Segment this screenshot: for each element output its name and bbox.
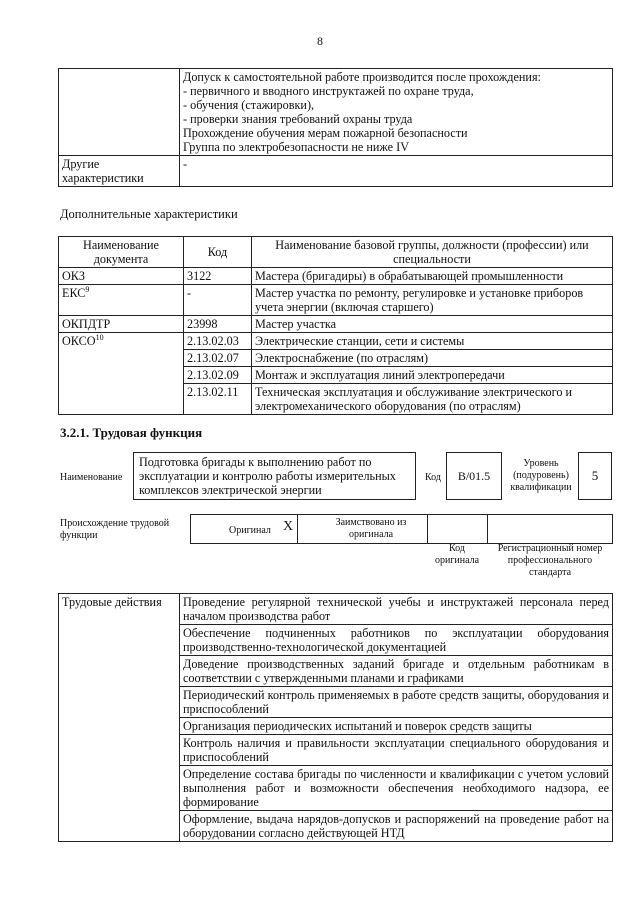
- requirement-line: - первичного и вводного инструктажей по охране труда,: [183, 84, 474, 98]
- function-code-box: B/01.5: [446, 452, 502, 500]
- page-number: 8: [317, 34, 323, 48]
- divider: [427, 515, 428, 543]
- other-characteristics-label: Другие характеристики: [59, 156, 180, 187]
- divider: [487, 515, 488, 543]
- divider: [297, 515, 298, 543]
- doc-cell: [59, 333, 184, 415]
- labor-actions-label: Трудовые действия: [59, 594, 180, 842]
- table-row: [59, 285, 613, 316]
- requirements-table: [58, 68, 613, 187]
- name-cell: Мастер участка по ремонту, регулировке и установке приборов учета энергии (включая старшего): [252, 285, 613, 316]
- borrowed-label: Заимствовано из оригинала: [335, 517, 407, 540]
- additional-characteristics-table: [58, 236, 613, 415]
- code-cell: 2.13.02.07: [184, 350, 252, 367]
- code-cell: -: [184, 285, 252, 316]
- labor-action-item: Доведение производственных заданий бригаде и отдельным работникам в соответствии с утвержденными планами и графиками: [180, 656, 613, 687]
- doc-text: ЕКС: [62, 286, 86, 300]
- footnote-ref: 9: [85, 285, 90, 294]
- additional-characteristics-title: Дополнительные характеристики: [60, 207, 238, 221]
- other-characteristics-value: -: [180, 156, 613, 187]
- origin-label: Происхождение трудовой функции: [60, 518, 170, 541]
- table-row: [59, 268, 613, 285]
- table-row: [59, 594, 613, 625]
- table-header-row: [59, 237, 613, 268]
- name-cell: Электроснабжение (по отраслям): [252, 350, 613, 367]
- labor-action-item: Организация периодических испытаний и поверок средств защиты: [180, 718, 613, 735]
- doc-cell: [59, 285, 184, 316]
- original-label: Оригинал: [229, 525, 271, 536]
- table-cell-empty: [59, 69, 180, 156]
- name-cell: Монтаж и эксплуатация линий электропередачи: [252, 367, 613, 384]
- function-name-box: Подготовка бригады к выполнению работ по эксплуатации и контролю работы измерительных комплексов электрической энергии: [133, 452, 416, 500]
- header-doc: Наименование документа: [59, 237, 184, 268]
- footnote-ref: 10: [95, 333, 104, 342]
- doc-text: ОКСО: [62, 334, 96, 348]
- doc-cell: ОКЗ: [59, 268, 184, 285]
- header-name: Наименование базовой группы, должности (профессии) или специальности: [252, 237, 613, 268]
- labor-action-item: Проведение регулярной технической учебы и инструктажей персонала перед началом производства работ: [180, 594, 613, 625]
- table-row: [59, 316, 613, 333]
- requirement-line: - проверки знания требований охраны труда: [183, 112, 413, 126]
- code-cell: 2.13.02.03: [184, 333, 252, 350]
- labor-action-item: Обеспечение подчиненных работников по эксплуатации оборудования производственно-технологической документацией: [180, 625, 613, 656]
- name-cell: Техническая эксплуатация и обслуживание электрического и электромеханического оборудования (по отраслям): [252, 384, 613, 415]
- code-cell: 23998: [184, 316, 252, 333]
- qualification-level-label: Уровень (подуровень) квалификации: [510, 458, 572, 493]
- requirement-line: - обучения (стажировки),: [183, 98, 315, 112]
- function-name-label: Наименование: [60, 472, 123, 483]
- header-code: Код: [184, 237, 252, 268]
- table-row: [59, 69, 613, 156]
- requirement-line: Прохождение обучения мерам пожарной безопасности: [183, 126, 468, 140]
- doc-cell: ОКПДТР: [59, 316, 184, 333]
- function-code-label: Код: [425, 472, 441, 483]
- table-row: [59, 156, 613, 187]
- requirement-line: Допуск к самостоятельной работе производится после прохождения:: [183, 70, 541, 84]
- origin-code-label: Код оригинала: [434, 543, 480, 566]
- labor-action-item: Оформление, выдача нарядов-допусков и распоряжений на проведение работ на оборудовании согласно действующей НТД: [180, 811, 613, 842]
- requirements-cell: [180, 69, 613, 156]
- code-cell: 2.13.02.09: [184, 367, 252, 384]
- original-mark: X: [283, 519, 294, 534]
- qualification-level-box: 5: [578, 452, 612, 500]
- labor-actions-table: [58, 593, 613, 842]
- requirement-line: Группа по электробезопасности не ниже IV: [183, 140, 409, 154]
- section-title: 3.2.1. Трудовая функция: [60, 425, 203, 440]
- code-cell: 2.13.02.11: [184, 384, 252, 415]
- labor-action-item: Периодический контроль применяемых в работе средств защиты, оборудования и приспособлений: [180, 687, 613, 718]
- name-cell: Электрические станции, сети и системы: [252, 333, 613, 350]
- table-row: [59, 333, 613, 350]
- labor-action-item: Контроль наличия и правильности эксплуатации специального оборудования и приспособлений: [180, 735, 613, 766]
- name-cell: Мастера (бригадиры) в обрабатывающей промышленности: [252, 268, 613, 285]
- reg-number-label: Регистрационный номер профессионального стандарта: [497, 543, 603, 578]
- code-cell: 3122: [184, 268, 252, 285]
- labor-action-item: Определение состава бригады по численности и квалификации с учетом условий выполнения работ и возможности обеспечения необходимого надзора, ее формирование: [180, 766, 613, 811]
- name-cell: Мастер участка: [252, 316, 613, 333]
